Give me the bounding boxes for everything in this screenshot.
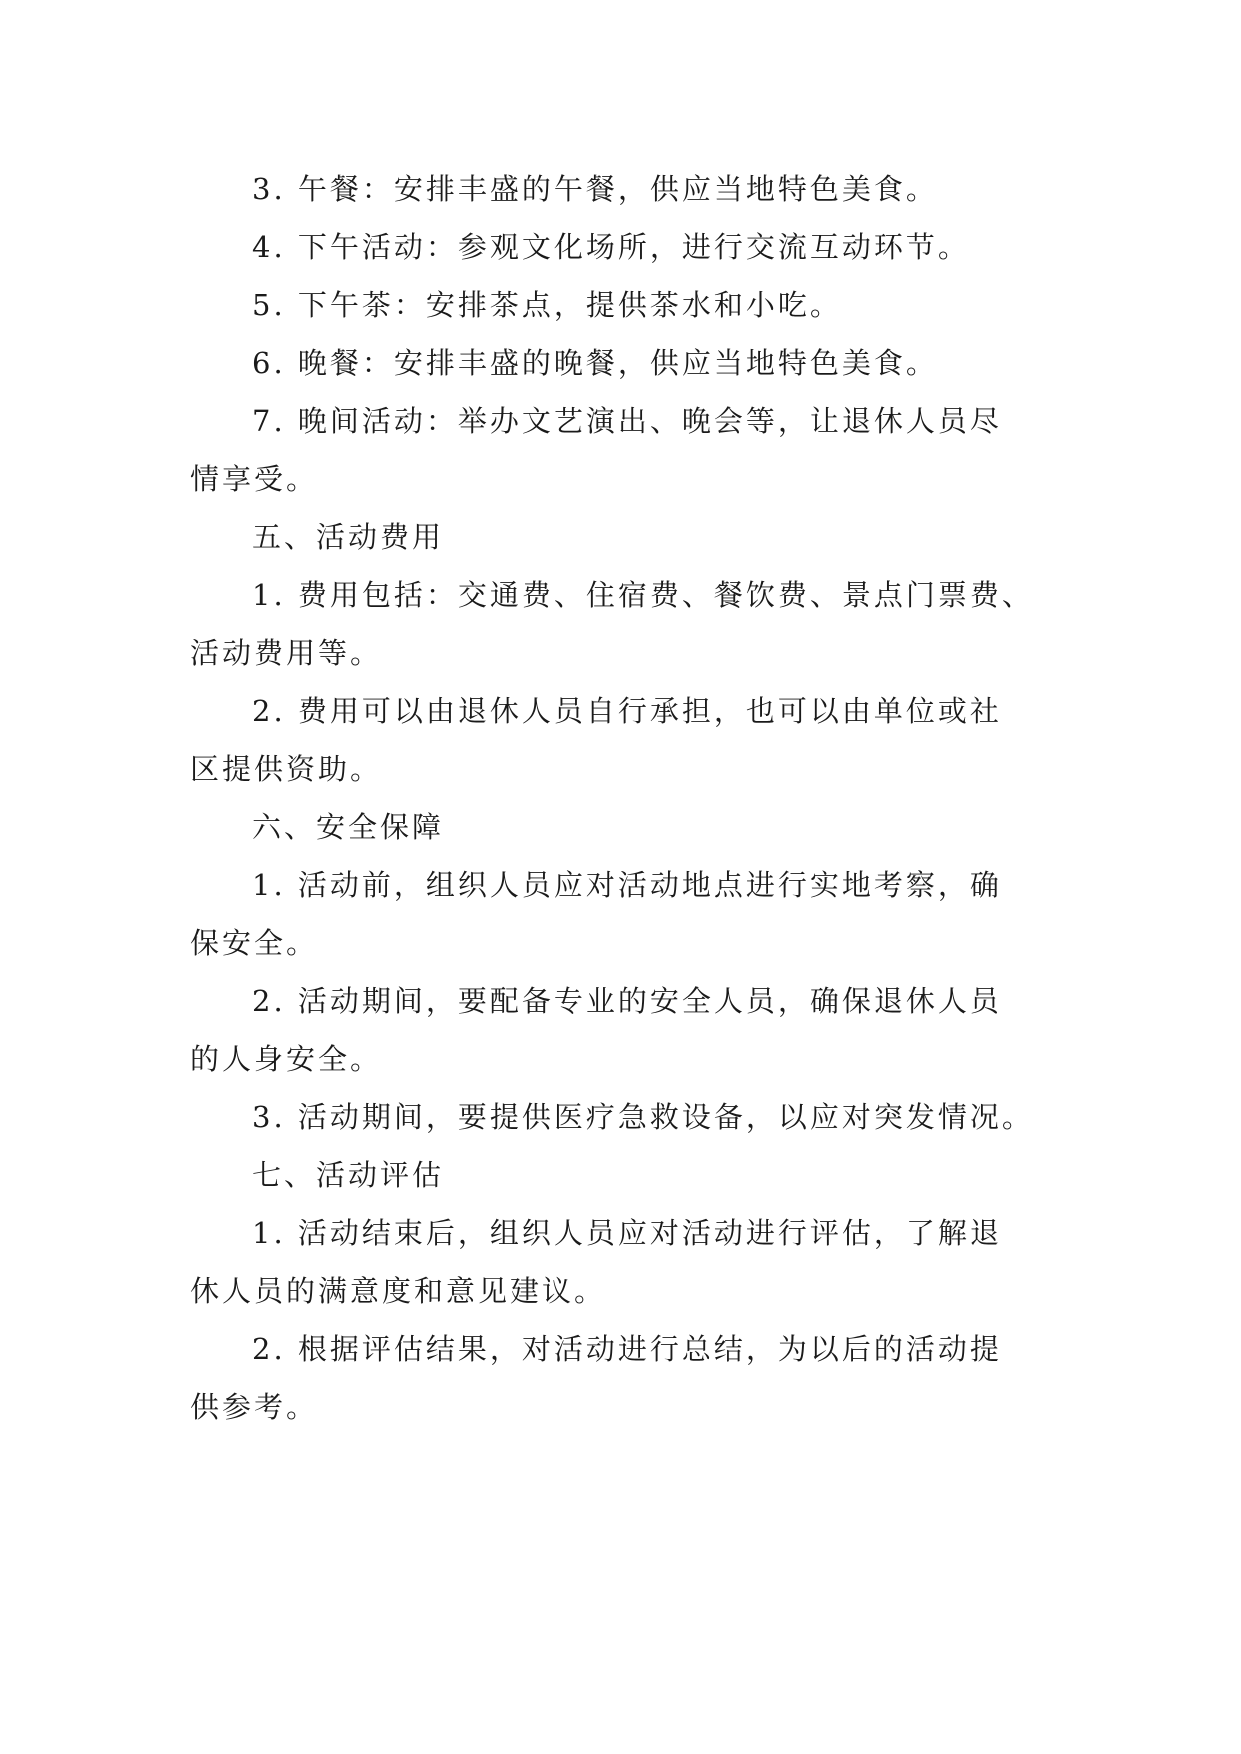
list-item: 5. 下午茶：安排茶点，提供茶水和小吃。 xyxy=(252,288,842,322)
list-item: 3. 午餐：安排丰盛的午餐，供应当地特色美食。 xyxy=(252,172,938,206)
list-item: 4. 下午活动：参观文化场所，进行交流互动环节。 xyxy=(252,230,970,264)
list-item: 7. 晚间活动：举办文艺演出、晚会等，让退休人员尽 xyxy=(252,404,1002,438)
list-item-continuation: 保安全。 xyxy=(190,926,319,960)
list-item: 2. 根据评估结果，对活动进行总结，为以后的活动提 xyxy=(252,1332,1002,1366)
list-item: 1. 活动结束后，组织人员应对活动进行评估，了解退 xyxy=(252,1216,1002,1250)
list-item-continuation: 休人员的满意度和意见建议。 xyxy=(190,1274,607,1308)
list-item-continuation: 活动费用等。 xyxy=(190,636,383,670)
section-heading-safety: 六、安全保障 xyxy=(252,810,445,844)
section-heading-fees: 五、活动费用 xyxy=(252,520,445,554)
list-item: 2. 费用可以由退休人员自行承担，也可以由单位或社 xyxy=(252,694,1002,728)
list-item: 1. 费用包括：交通费、住宿费、餐饮费、景点门票费、 xyxy=(252,578,1034,612)
document-body xyxy=(190,160,1050,1436)
list-item: 3. 活动期间，要提供医疗急救设备，以应对突发情况。 xyxy=(252,1100,1034,1134)
section-heading-evaluation: 七、活动评估 xyxy=(252,1158,445,1192)
list-item-continuation: 供参考。 xyxy=(190,1390,319,1424)
list-item: 1. 活动前，组织人员应对活动地点进行实地考察，确 xyxy=(252,868,1002,902)
list-item-continuation: 区提供资助。 xyxy=(190,752,383,786)
list-item: 6. 晚餐：安排丰盛的晚餐，供应当地特色美食。 xyxy=(252,346,938,380)
list-item-continuation: 的人身安全。 xyxy=(190,1042,383,1076)
list-item-continuation: 情享受。 xyxy=(190,462,319,496)
list-item: 2. 活动期间，要配备专业的安全人员，确保退休人员 xyxy=(252,984,1002,1018)
